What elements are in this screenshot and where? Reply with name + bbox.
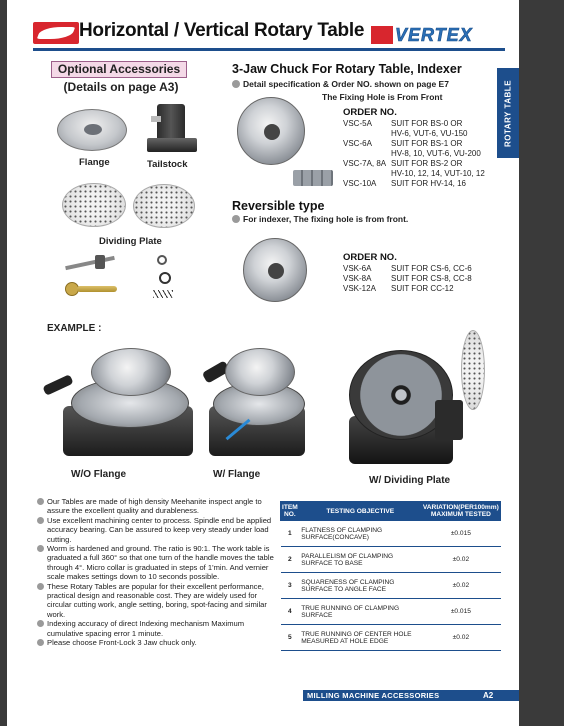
dividing-plate-image-left bbox=[62, 183, 126, 227]
reversible-order-list bbox=[343, 264, 472, 294]
brand-name: VERTEX bbox=[395, 24, 473, 45]
catalog-page bbox=[7, 0, 519, 726]
page-title: Horizontal / Vertical Rotary Table bbox=[79, 20, 365, 41]
column-header-variation: VARIATION(PER100mm) MAXIMUM TESTED bbox=[421, 502, 500, 521]
item-no-cell: 4 bbox=[281, 599, 300, 625]
dividing-plate-image-right bbox=[133, 184, 195, 228]
feature-item: These Rotary Tables are popular for their excellent performance, practical design and reasonable cost. They are widely used for circular cutting work, angle setting, boring, spot-facing and similar work. bbox=[37, 582, 275, 620]
rotary-table-wo-flange-image bbox=[43, 342, 203, 464]
three-jaw-chuck-note: Detail specification & Order NO. shown on page E7 bbox=[232, 79, 449, 89]
feature-list bbox=[37, 497, 275, 648]
optional-accessories-heading: Optional Accessories bbox=[51, 61, 187, 78]
item-no-cell: 5 bbox=[281, 625, 300, 651]
feature-item: Worm is hardened and ground. The ratio is 90:1. The work table is graduated a full 360° so that one turn of the handle moves the table through 4°. Micro collar is graduated in steps of 1'min. And vernier scale makes settings down to 10 seconds possible. bbox=[37, 544, 275, 582]
indexing-pin-image bbox=[65, 255, 123, 271]
wo-flange-label: W/O Flange bbox=[71, 469, 126, 480]
order-list bbox=[343, 119, 485, 189]
variation-cell: ±0.02 bbox=[421, 573, 500, 599]
fixing-hole-note: The Fixing Hole is From Front bbox=[322, 92, 443, 102]
three-jaw-chuck-title: 3-Jaw Chuck For Rotary Table, Indexer bbox=[232, 62, 462, 76]
side-tab-label: ROTARY TABLE bbox=[497, 68, 519, 158]
column-header-item-no: ITEM NO. bbox=[281, 502, 300, 521]
page-number: A2 bbox=[483, 691, 494, 700]
washer-image bbox=[159, 272, 171, 284]
bullet-icon bbox=[232, 80, 240, 88]
rotary-table-w-dividing-plate-image bbox=[343, 330, 501, 470]
order-row: VSC-10A SUIT FOR HV-14, 16 bbox=[343, 179, 466, 188]
objective-cell: PARALLELISM OF CLAMPING SURFACE TO BASE bbox=[299, 547, 421, 573]
table-row bbox=[281, 547, 501, 573]
reversible-type-title: Reversible type bbox=[232, 199, 325, 213]
column-header-testing-objective: TESTING OBJECTIVE bbox=[299, 502, 421, 521]
table-row bbox=[281, 625, 501, 651]
table-row bbox=[281, 599, 501, 625]
screws-image bbox=[153, 290, 173, 298]
brand-logo bbox=[371, 24, 473, 46]
header-divider bbox=[33, 48, 505, 51]
reversible-note: For indexer, The fixing hole is from front. bbox=[232, 214, 408, 224]
flange-image bbox=[57, 109, 127, 151]
bullet-icon bbox=[232, 215, 240, 223]
testing-spec-table bbox=[280, 501, 501, 651]
spring-clip-image bbox=[157, 255, 167, 265]
feature-item: Use excellent machining center to process. Spindle end be applied accuracy bearing. Can be assured to keep very steady under load cutting. bbox=[37, 516, 275, 544]
order-row: VSC-6A SUIT FOR BS-1 OR bbox=[343, 139, 463, 148]
table-row bbox=[281, 521, 501, 547]
objective-cell: TRUE RUNNING OF CLAMPING SURFACE bbox=[299, 599, 421, 625]
order-row: HV-6, VUT-6, VU-150 bbox=[391, 129, 468, 138]
chuck-jaws-image bbox=[293, 170, 333, 186]
feature-item: Please choose Front-Lock 3 Jaw chuck only. bbox=[37, 638, 275, 647]
example-heading: EXAMPLE : bbox=[47, 323, 102, 334]
optional-accessories-subheading: (Details on page A3) bbox=[63, 80, 179, 94]
w-flange-label: W/ Flange bbox=[213, 469, 261, 480]
order-row: VSC-7A, 8A SUIT FOR BS-2 OR bbox=[343, 159, 463, 168]
eagle-logo bbox=[33, 22, 79, 44]
variation-cell: ±0.015 bbox=[421, 599, 500, 625]
w-dividing-plate-label: W/ Dividing Plate bbox=[369, 475, 451, 486]
dividing-plate-label: Dividing Plate bbox=[99, 236, 162, 247]
objective-cell: TRUE RUNNING OF CENTER HOLE MEASURED AT HOLE EDGE bbox=[299, 625, 421, 651]
flange-label: Flange bbox=[79, 157, 110, 168]
table-header-row bbox=[281, 502, 501, 521]
order-row: VSK-8A SUIT FOR CS-8, CC-8 bbox=[343, 274, 472, 283]
rotary-table-w-flange-image bbox=[203, 342, 309, 464]
objective-cell: FLATNESS OF CLAMPING SURFACE(CONCAVE) bbox=[299, 521, 421, 547]
objective-cell: SQUARENESS OF CLAMPING SURFACE TO ANGLE FACE bbox=[299, 573, 421, 599]
variation-cell: ±0.02 bbox=[421, 625, 500, 651]
order-no-heading: ORDER NO. bbox=[343, 107, 397, 118]
order-row: VSK-12A SUIT FOR CC-12 bbox=[343, 284, 454, 293]
item-no-cell: 3 bbox=[281, 573, 300, 599]
order-row: HV-8, 10, VUT-6, VU-200 bbox=[391, 149, 481, 158]
tailstock-image bbox=[147, 100, 197, 156]
reversible-chuck-image bbox=[243, 238, 307, 302]
variation-cell: ±0.02 bbox=[421, 547, 500, 573]
item-no-cell: 2 bbox=[281, 547, 300, 573]
order-row: VSC-5A SUIT FOR BS-0 OR bbox=[343, 119, 463, 128]
order-row: HV-10, 12, 14, VUT-10, 12 bbox=[391, 169, 485, 178]
variation-cell: ±0.015 bbox=[421, 521, 500, 547]
footer-section-label: MILLING MACHINE ACCESSORIES bbox=[307, 691, 440, 700]
reversible-order-heading: ORDER NO. bbox=[343, 252, 397, 263]
brand-mark-icon bbox=[371, 26, 393, 44]
tailstock-label: Tailstock bbox=[147, 159, 188, 170]
feature-item: Indexing accuracy of direct Indexing mechanism Maximum cumulative spacing error 1 minute. bbox=[37, 619, 275, 638]
table-row bbox=[281, 573, 501, 599]
order-row: VSK-6A SUIT FOR CS-6, CC-6 bbox=[343, 264, 472, 273]
sector-arm-image bbox=[65, 282, 121, 296]
feature-item: Our Tables are made of high density Meehanite inspect angle to assure the excellent quality and durableness. bbox=[37, 497, 275, 516]
item-no-cell: 1 bbox=[281, 521, 300, 547]
three-jaw-chuck-image bbox=[237, 97, 305, 165]
